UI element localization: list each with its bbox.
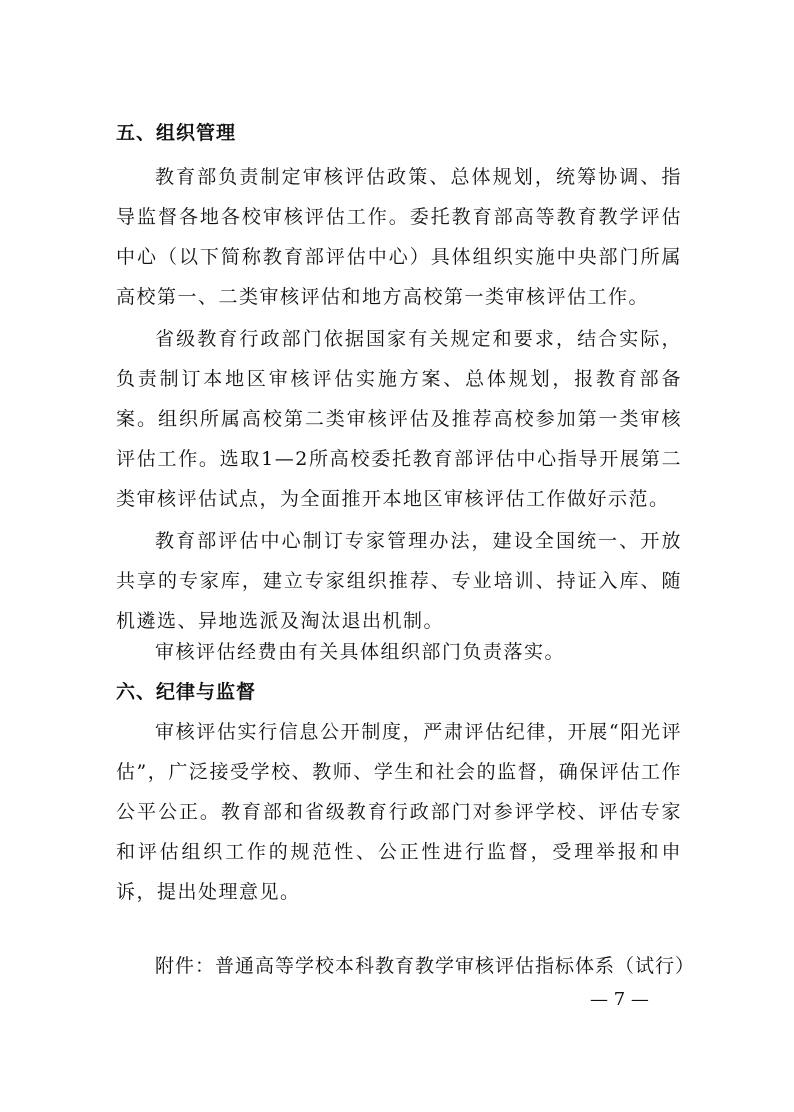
paragraph-expert-management: 教育部评估中心制订专家管理办法，建设全国统一、开放共享的专家库，建立专家组织推荐、专业培训、持证入库、随机遴选、异地选派及淘汰退出机制。 bbox=[116, 530, 682, 632]
section-heading-discipline: 六、纪律与监督 bbox=[116, 681, 257, 703]
page-number: — 7 — bbox=[590, 989, 649, 1010]
paragraph-provincial-responsibility: 省级教育行政部门依据国家有关规定和要求，结合实际，负责制订本地区审核评估实施方案、总体规划，报教育部备案。组织所属高校第二类审核评估及推荐高校参加第一类审核评估工作。选取1—2所高校委托教育部评估中心指导开展第二类审核评估试点，为全面推开本地区审核评估工作做好示范。 bbox=[116, 328, 682, 510]
paragraph-funding: 审核评估经费由有关具体组织部门负责落实。 bbox=[155, 641, 566, 663]
paragraph-ministry-responsibility: 教育部负责制定审核评估政策、总体规划，统筹协调、指导监督各地各校审核评估工作。委托教育部高等教育教学评估中心（以下简称教育部评估中心）具体组织实施中央部门所属高校第一、二类审核评估和地方高校第一类审核评估工作。 bbox=[116, 166, 682, 308]
attachment-line: 附件：普通高等学校本科教育教学审核评估指标体系（试行） bbox=[155, 955, 696, 977]
section-heading-organization: 五、组织管理 bbox=[116, 122, 237, 144]
paragraph-supervision: 审核评估实行信息公开制度，严肃评估纪律，开展“阳光评估”，广泛接受学校、教师、学生和社会的监督，确保评估工作公平公正。教育部和省级教育行政部门对参评学校、评估专家和评估组织工作的规范性、公正性进行监督，受理举报和申诉，提出处理意见。 bbox=[116, 721, 682, 903]
